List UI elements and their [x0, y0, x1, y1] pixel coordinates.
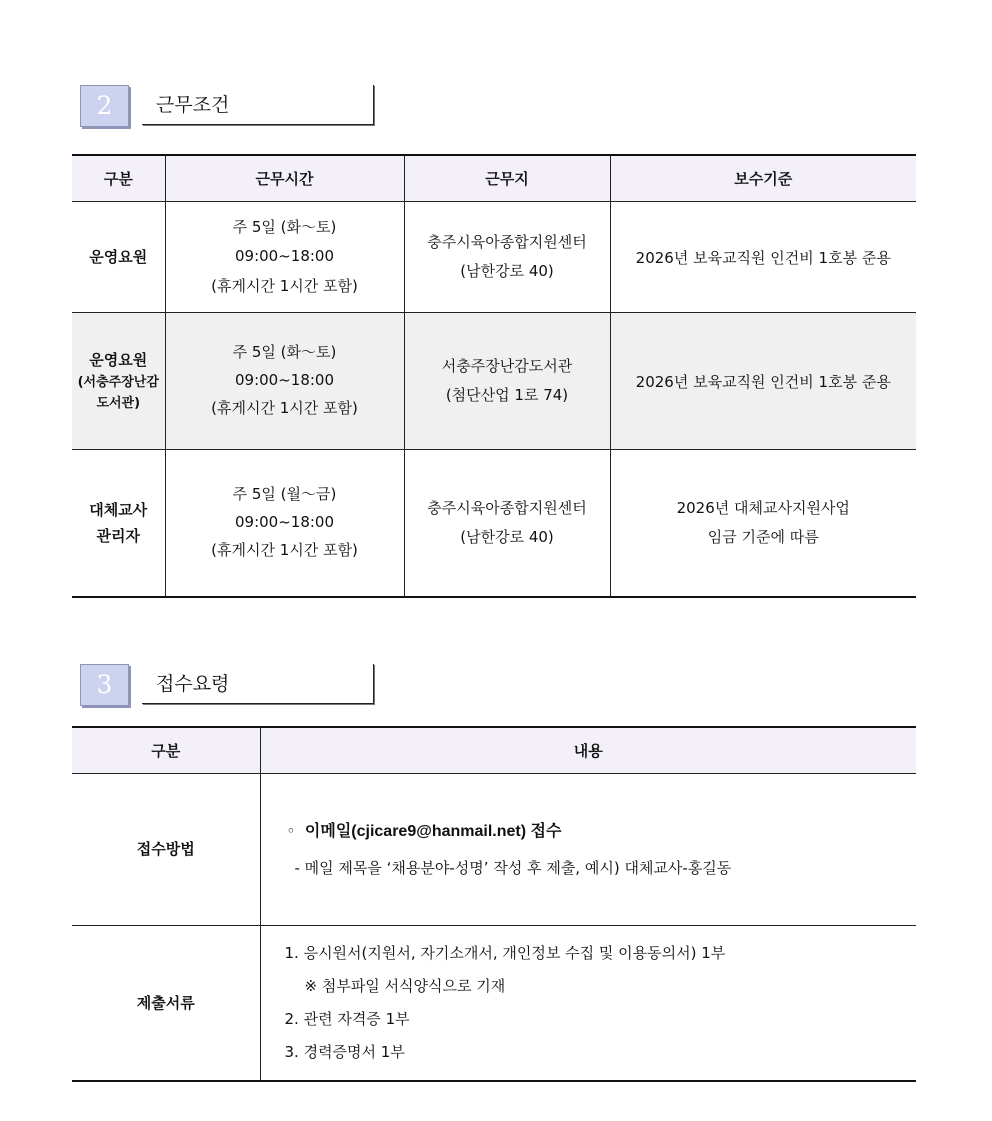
- row-category: [72, 450, 165, 597]
- row-category: [72, 313, 165, 450]
- place-name: 서충주장난감도서관: [441, 356, 573, 375]
- row-hours: [165, 202, 404, 313]
- row-pay: [610, 450, 916, 597]
- documents-item: 2. 관련 자격증 1부: [284, 1009, 410, 1028]
- section-2-number: 2: [80, 85, 129, 127]
- category-sublabel: (서충주장난감도서관): [77, 375, 159, 412]
- place-address: (남한강로 40): [460, 262, 554, 280]
- place-name: 충주시육아종합지원센터: [427, 498, 587, 517]
- documents-content: [260, 926, 916, 1081]
- row-place: [404, 450, 610, 597]
- hours-days: 주 5일 (화～토): [232, 218, 337, 237]
- place-address: (남한강로 40): [460, 527, 554, 546]
- category-label: 운영요원: [89, 247, 148, 266]
- table-row: [72, 313, 916, 450]
- section-2-title: 근무조건: [142, 85, 374, 125]
- method-email: 이메일(cjicare9@hanmail.net) 접수: [304, 822, 562, 840]
- hours-time: 09:00~18:00: [234, 512, 335, 531]
- hours-break: (휴게시간 1시간 포함): [211, 398, 358, 417]
- pay-text-2: 임금 기준에 따름: [707, 527, 819, 546]
- bullet-icon: ◦: [286, 821, 296, 840]
- place-name: 충주시육아종합지원센터: [427, 232, 587, 251]
- section-3-title: 접수요령: [142, 664, 374, 704]
- hours-days: 주 5일 (화～토): [232, 343, 337, 362]
- work-conditions-table: [72, 154, 916, 598]
- row-pay: [610, 202, 916, 313]
- place-address: (첨단산업 1로 74): [445, 386, 569, 404]
- category-label: 대체교사: [89, 500, 148, 519]
- header-category: 구분: [72, 727, 260, 774]
- documents-item: 3. 경력증명서 1부: [284, 1042, 405, 1061]
- hours-days: 주 5일 (월～금): [232, 485, 337, 504]
- table-row: [72, 450, 916, 597]
- documents-note: ※ 첨부파일 서식양식으로 기재: [304, 976, 506, 995]
- hours-time: 09:00~18:00: [234, 247, 335, 266]
- header-place: 근무지: [404, 155, 610, 202]
- documents-item: 1. 응시원서(지원서, 자기소개서, 개인정보 수집 및 이용동의서) 1부: [284, 943, 726, 962]
- method-label: 접수방법: [72, 774, 260, 926]
- application-table: [72, 726, 916, 1082]
- section-3-number: 3: [80, 664, 129, 706]
- hours-break: (휴게시간 1시간 포함): [211, 276, 358, 295]
- table-header-row: [72, 155, 916, 202]
- row-category: [72, 202, 165, 313]
- table-header-row: [72, 727, 916, 774]
- table-row: [72, 774, 916, 926]
- row-pay: [610, 313, 916, 450]
- row-place: [404, 202, 610, 313]
- method-line-2: - 메일 제목을 ‘채용분야-성명’ 작성 후 제출, 예시) 대체교사-홍길동: [294, 858, 732, 877]
- hours-time: 09:00~18:00: [234, 371, 335, 390]
- header-content: 내용: [260, 727, 916, 774]
- row-hours: [165, 450, 404, 597]
- method-content: [260, 774, 916, 926]
- row-hours: [165, 313, 404, 450]
- header-category: 구분: [72, 155, 165, 202]
- category-sublabel: 관리자: [96, 526, 140, 545]
- hours-break: (휴게시간 1시간 포함): [211, 540, 358, 559]
- pay-text: 2026년 대체교사지원사업: [676, 498, 850, 517]
- method-line-1: [287, 814, 917, 851]
- row-place: [404, 313, 610, 450]
- category-label: 운영요원: [89, 351, 148, 370]
- pay-text: 2026년 보육교직원 인건비 1호봉 준용: [635, 372, 891, 391]
- pay-text: 2026년 보육교직원 인건비 1호봉 준용: [635, 248, 891, 267]
- table-row: [72, 926, 916, 1081]
- table-row: [72, 202, 916, 313]
- header-hours: 근무시간: [165, 155, 404, 202]
- documents-label: 제출서류: [72, 926, 260, 1081]
- header-pay: 보수기준: [610, 155, 916, 202]
